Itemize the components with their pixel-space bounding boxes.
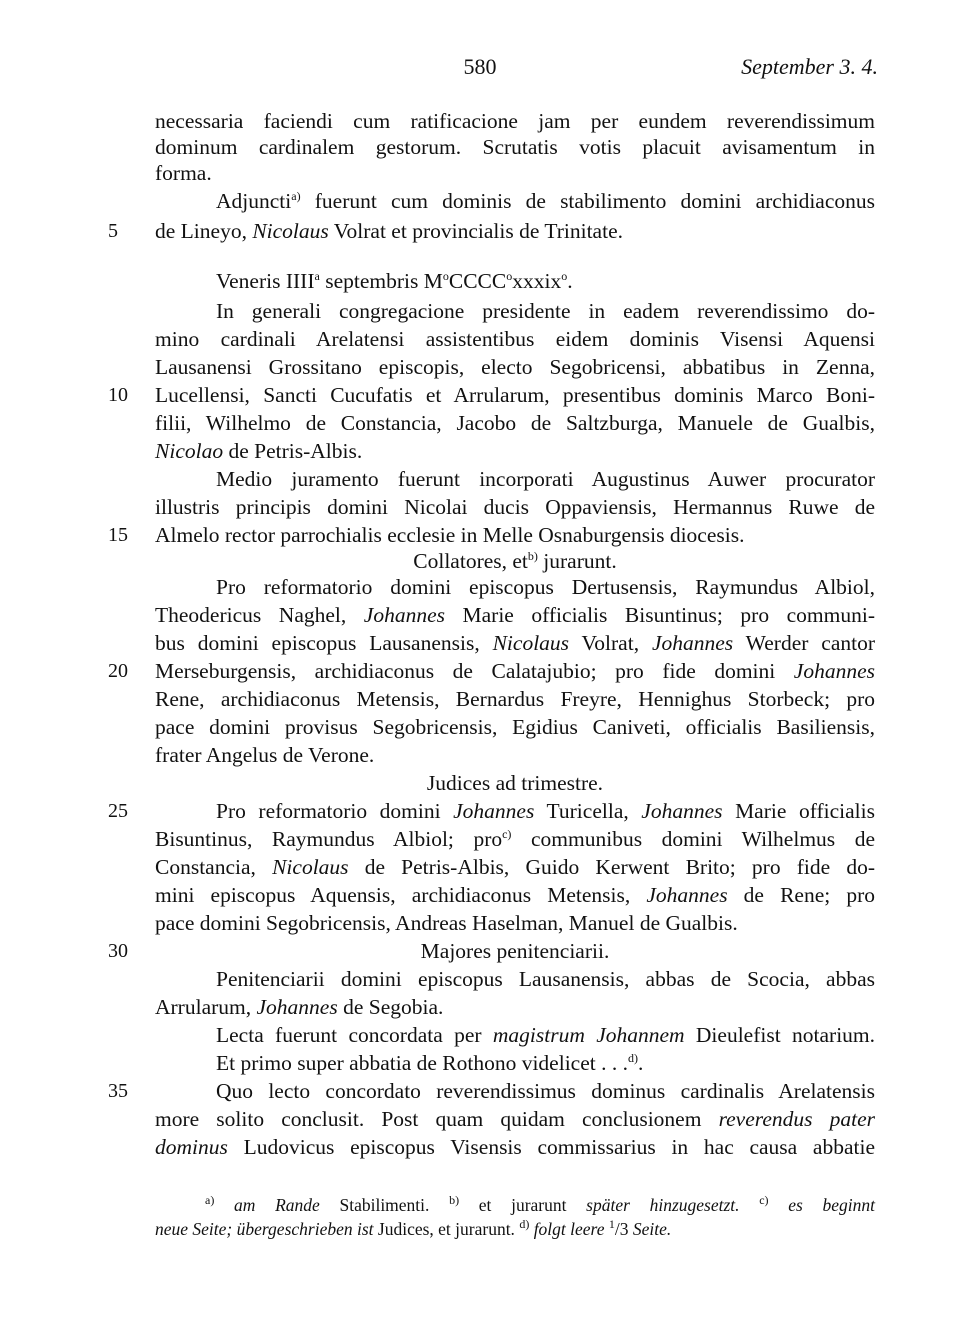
text-line: Lucellensi, Sancti Cucufatis et Arrularum, presentibus dominis Marco Boni- — [155, 383, 875, 407]
line-number: 35 — [108, 1080, 128, 1102]
date-heading: Veneris IIII$^a$ septembris $M^oCCCC^oxxxix^o$. — [216, 268, 573, 293]
footnote-line: $^{a)}$ am Rande Stabilimenti. $^{b)}$ et jurarunt später hinzugesetzt. $^{c)}$ es beginnt — [205, 1193, 875, 1215]
text-line: mino cardinali Arelatensi assistentibus eidem dominis Visensi Aquensi — [155, 327, 875, 351]
page-number: 580 — [463, 54, 497, 79]
text-line: Adjuncti$^{a)}$ fuerunt cum dominis de stabilimento domini archidiaconus — [216, 188, 875, 213]
running-title: September 3. 4. — [741, 54, 878, 79]
text-line: In generali congregacione presidente in eadem reverendissimo do- — [216, 299, 875, 323]
line-number: 15 — [108, 524, 128, 546]
text-line: Quo lecto concordato reverendissimus dominus cardinalis Arelatensis — [216, 1079, 875, 1103]
text-line: necessaria faciendi cum ratificacione jam per eundem reverendissimum — [155, 109, 875, 133]
line-number: 20 — [108, 660, 128, 682]
text-line: Et primo super abbatia de Rothono videlicet . . .$^{d)}$. — [216, 1050, 644, 1075]
text-line: Almelo rector parrochialis ecclesie in Melle Osnaburgensis diocesis. — [155, 523, 745, 547]
text-line: de Lineyo, Nicolaus Volrat et provincialis de Trinitate. — [155, 219, 623, 243]
text-line: Arrularum, Johannes de Segobia. — [155, 995, 444, 1019]
line-number: 25 — [108, 800, 128, 822]
text-line: Penitenciarii domini episcopus Lausanensis, abbas de Scocia, abbas — [216, 967, 875, 991]
text-line: Rene, archidiaconus Metensis, Bernardus Freyre, Hennighus Storbeck; pro — [155, 687, 875, 711]
text-line: Pro reformatorio domini Johannes Turicella, Johannes Marie officialis — [216, 799, 875, 823]
text-line: pace domini Segobricensis, Andreas Haselman, Manuel de Gualbis. — [155, 911, 738, 935]
text-line: dominum cardinalem gestorum. Scrutatis votis placuit avisamentum in — [155, 135, 875, 159]
text-line: more solito conclusit. Post quam quidam conclusionem reverendus pater — [155, 1107, 875, 1131]
text-line: Constancia, Nicolaus de Petris-Albis, Guido Kerwent Brito; pro fide do- — [155, 855, 875, 879]
text-line: Merseburgensis, archidiaconus de Calatajubio; pro fide domini Johannes — [155, 659, 875, 683]
text-line: mini episcopus Aquensis, archidiaconus Metensis, Johannes de Rene; pro — [155, 883, 875, 907]
text-line: pace domini provisus Segobricensis, Egidius Caniveti, officialis Basiliensis, — [155, 715, 875, 739]
text-line: Bisuntinus, Raymundus Albiol; pro$^{c)}$ communibus domini Wilhelmus de — [155, 826, 875, 851]
text-line: Medio juramento fuerunt incorporati Augustinus Auwer procurator — [216, 467, 875, 491]
section-heading: Collatores, $et^{b)}$ jurarunt. — [413, 548, 617, 573]
line-number: 10 — [108, 384, 128, 406]
text-line: frater Angelus de Verone. — [155, 743, 375, 767]
text-line: Lecta fuerunt concordata per magistrum Johannem Dieulefist notarium. — [216, 1023, 876, 1047]
text-line: filii, Wilhelmo de Constancia, Jacobo de Saltzburga, Manuele de Gualbis, — [155, 411, 875, 435]
text-line: dominus Ludovicus episcopus Visensis commissarius in hac causa abbatie — [155, 1135, 875, 1159]
text-line: bus domini episcopus Lausanensis, Nicolaus Volrat, Johannes Werder cantor — [155, 631, 875, 655]
text-line: Theodericus Naghel, Johannes Marie officialis Bisuntinus; pro communi- — [155, 603, 875, 627]
footnote-line: neue Seite; übergeschrieben ist Judices, et jurarunt. $^{d)}$ folgt leere $^1$/3 Seite. — [155, 1217, 672, 1239]
text-line: Lausanensi Grossitano episcopis, electo Segobricensi, abbatibus in Zenna, — [155, 355, 875, 379]
text-line: Pro reformatorio domini episcopus Dertusensis, Raymundus Albiol, — [216, 575, 875, 599]
line-number: 5 — [108, 220, 118, 242]
text-line: illustris principis domini Nicolai ducis Oppaviensis, Hermannus Ruwe de — [155, 495, 875, 519]
line-number: 30 — [108, 940, 128, 962]
text-line: Nicolao de Petris-Albis. — [155, 439, 363, 463]
section-heading: Majores penitenciarii. — [420, 939, 610, 963]
section-heading: Judices ad trimestre. — [426, 771, 604, 795]
text-line: forma. — [155, 161, 212, 185]
